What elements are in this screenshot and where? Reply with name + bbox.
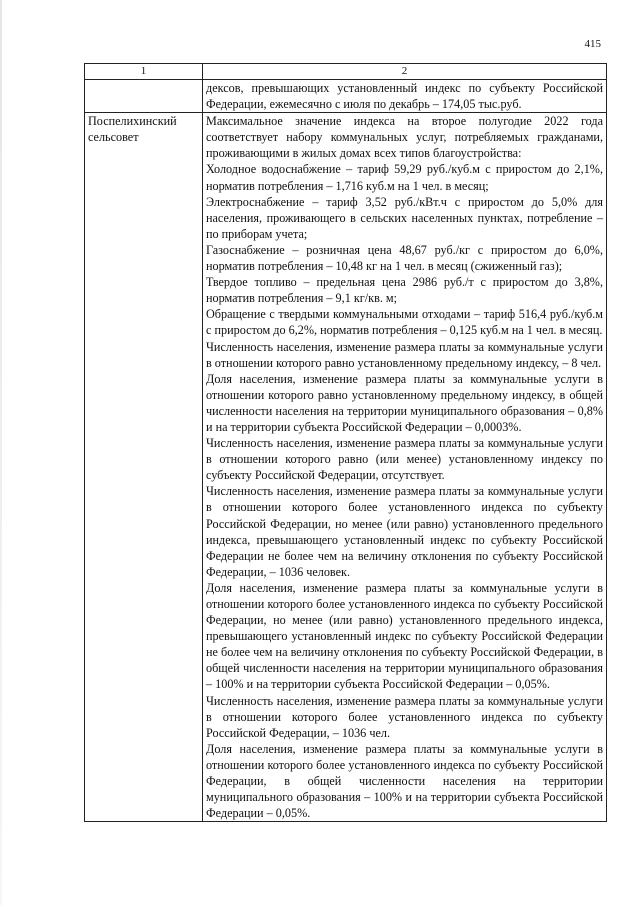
paragraph-index-intro: Максимальное значение индекса на второе полугодие 2022 года соответствует набору коммунальных услуг, потребляемых гражданами, проживающими в жилых домах всех типов благоустройства: bbox=[206, 114, 603, 161]
paragraph-waste: Обращение с твердыми коммунальными отходами – тариф 516,4 руб./куб.м с приростом до 6,2%, норматив потребления – 0,125 куб.м на 1 чел. в месяц. bbox=[206, 307, 603, 338]
paragraph-population-above-index: Численность населения, изменение размера платы за коммунальные услуги в отношении которого более установленного индекса по субъекту Российской Федерации, – 1036 чел. bbox=[206, 693, 603, 740]
table-row-continued bbox=[85, 80, 607, 113]
municipality-details-cell bbox=[203, 113, 607, 822]
paragraph-population-equal-or-less: Численность населения, изменение размера платы за коммунальные услуги в отношении которого равно (или менее) установленному индексу по субъекту Российской Федерации, отсутствует. bbox=[206, 436, 603, 483]
scan-edge bbox=[0, 0, 2, 905]
municipality-name: Поспелихинский сельсовет bbox=[85, 113, 203, 822]
column-header-2: 2 bbox=[203, 64, 607, 80]
paragraph-population-within-deviation: Численность населения, изменение размера платы за коммунальные услуги в отношении которого более установленного индекса по субъекту Российской Федерации, но менее (или равно) установленного предельного индекса, превышающего установленный индекс по субъекту Российской Федерации не более чем на величину отклонения по субъекту Российской Федерации, – 1036 человек. bbox=[206, 484, 603, 579]
column-header-1: 1 bbox=[85, 64, 203, 80]
paragraph-electricity: Электроснабжение – тариф 3,52 руб./кВт.ч с приростом до 5,0% для населения, проживающего в сельских населенных пунктах, потребление – по приборам учета; bbox=[206, 194, 603, 241]
paragraph-solid-fuel: Твердое топливо – предельная цена 2986 руб./т с приростом до 3,8%, норматив потребления – 9,1 кг/кв. м; bbox=[206, 275, 603, 306]
document-table bbox=[84, 63, 607, 822]
table-header-row bbox=[85, 64, 607, 80]
paragraph-population-equal-limit: Численность населения, изменение размера платы за коммунальные услуги в отношении которого равно установленному предельному индексу, – 8 чел. bbox=[206, 339, 603, 370]
paragraph-share-within-deviation: Доля населения, изменение размера платы за коммунальные услуги в отношении которого более установленного индекса по субъекту Российской Федерации, но менее (или равно) установленного предельного индекса, превышающего установленный индекс по субъекту Российской Федерации не более чем на величину отклонения по субъекту Российской Федерации, в общей численности населения на территории муниципального образования – 100% и на территории субъекта Российской Федерации – 0,05%. bbox=[206, 580, 603, 692]
table-row-municipality bbox=[85, 113, 607, 822]
paragraph-share-above-index: Доля населения, изменение размера платы за коммунальные услуги в отношении которого более установленного индекса по субъекту Российской Федерации, в общей численности населения на территории муниципального образования – 100% и на территории субъекта Российской Федерации – 0,05%. bbox=[206, 741, 603, 821]
paragraph-gas: Газоснабжение – розничная цена 48,67 руб./кг с приростом до 6,0%, норматив потребления – 10,48 кг на 1 чел. в месяц (сжиженный газ); bbox=[206, 242, 603, 274]
paragraph-cold-water: Холодное водоснабжение – тариф 59,29 руб./куб.м с приростом до 2,1%, норматив потребления – 1,716 куб.м на 1 чел. в месяц; bbox=[206, 162, 603, 193]
paragraph-share-equal-limit: Доля населения, изменение размера платы за коммунальные услуги в отношении которого равно установленному предельному индексу, в общей численности населения на территории муниципального образования – 0,8% и на территории субъекта Российской Федерации – 0,0003%. bbox=[206, 371, 603, 434]
page-number: 415 bbox=[584, 38, 601, 50]
continued-text-cell: дексов, превышающих установленный индекс по субъекту Российской Федерации, ежемесячно с июля по декабрь – 174,05 тыс.руб. bbox=[203, 80, 607, 113]
empty-cell bbox=[85, 80, 203, 113]
